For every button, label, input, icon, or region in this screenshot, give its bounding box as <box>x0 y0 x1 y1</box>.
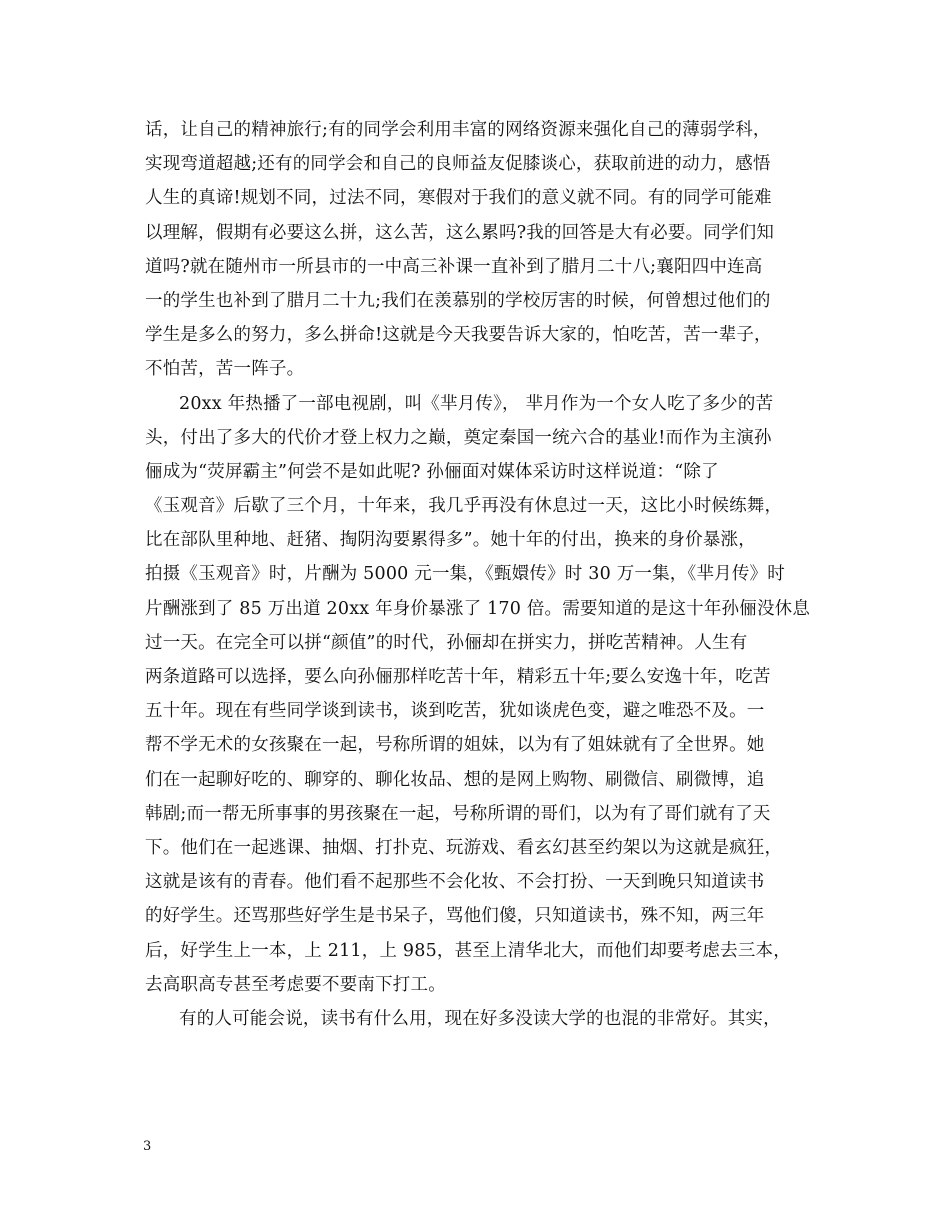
text-line: 人生的真谛!规划不同，过法不同，寒假对于我们的意义就不同。有的同学可能难 <box>145 188 772 209</box>
text-line: 去高职高专甚至考虑要不要南下打工。 <box>145 974 446 995</box>
text-line: 片酬涨到了 85 万出道 20xx 年身价暴涨了 170 倍。需要知道的是这十年孙俪没休息 <box>145 598 811 619</box>
text-line: 韩剧;而一帮无所事事的男孩聚在一起，号称所谓的哥们，以为有了哥们就有了天 <box>145 803 771 824</box>
text-line: 道吗?就在随州市一所县市的一中高三补课一直补到了腊月二十八;襄阳四中连高 <box>145 256 763 277</box>
text-line: 这就是该有的青春。他们看不起那些不会化妆、不会打扮、一天到晚只知道读书 <box>145 872 765 893</box>
text-line: 不怕苦，苦一阵子。 <box>145 359 305 380</box>
text-line: 后，好学生上一本，上 211，上 985，甚至上清华北大，而他们却要考虑去三本， <box>145 940 791 961</box>
text-line: 两条道路可以选择，要么向孙俪那样吃苦十年，精彩五十年;要么安逸十年，吃苦 <box>145 667 771 687</box>
text-line: 比在部队里种地、赶猪、掏阴沟要累得多”。她十年的付出，换来的身价暴涨， <box>145 530 756 551</box>
text-line: 一的学生也补到了腊月二十九;我们在羡慕别的学校厉害的时候，何曾想过他们的 <box>145 290 771 311</box>
paragraph <box>145 1002 825 1036</box>
text-line: 拍摄《玉观音》时，片酬为 5000 元一集，《甄嬛传》时 30 万一集，《芈月传》时 <box>145 564 785 585</box>
text-line: 以理解，假期有必要这么拼，这么苦，这么累吗?我的回答是大有必要。同学们知 <box>145 222 775 243</box>
text-line: 五十年。现在有些同学谈到读书，谈到吃苦，犹如谈虎色变，避之唯恐不及。一 <box>145 701 765 722</box>
text-line: 实现弯道超越;还有的同学会和自己的良师益友促膝谈心，获取前进的动力，感悟 <box>145 154 771 175</box>
text-line: 学生是多么的努力，多么拼命!这就是今天我要告诉大家的，怕吃苦，苦一辈子， <box>145 325 772 346</box>
text-line: 话，让自己的精神旅行;有的同学会利用丰富的网络资源来强化自己的薄弱学科， <box>145 120 771 140</box>
text-line: 过一天。在完全可以拼“颜值”的时代，孙俪却在拼实力，拼吃苦精神。人生有 <box>145 632 748 653</box>
text-line: 帮不学无术的女孩聚在一起，号称所谓的姐妹，以为有了姐妹就有了全世界。她 <box>145 735 765 756</box>
text-line: 们在一起聊好吃的、聊穿的、聊化妆品、想的是网上购物、刷微信、刷微博，追 <box>145 769 765 790</box>
text-line: 《玉观音》后歇了三个月，十年来，我几乎再没有休息过一天，这比小时候练舞， <box>145 496 783 517</box>
paragraph <box>145 387 825 1002</box>
text-line: 的好学生。还骂那些好学生是书呆子，骂他们傻，只知道读书，殊不知，两三年 <box>145 906 765 927</box>
text-line: 头，付出了多大的代价才登上权力之巅，奠定秦国一统六合的基业!而作为主演孙 <box>145 427 772 448</box>
paragraph <box>145 113 825 387</box>
page-number: 3 <box>143 1139 152 1154</box>
text-line: 俪成为“荧屏霸主”何尝不是如此呢? 孙俪面对媒体采访时这样说道：“除了 <box>145 461 719 482</box>
body-text <box>145 113 825 1036</box>
text-line: 有的人可能会说，读书有什么用，现在好多没读大学的也混的非常好。其实， <box>179 1008 781 1029</box>
text-line: 20xx 年热播了一部电视剧，叫《芈月传》， 芈月作为一个女人吃了多少的苦 <box>179 393 774 414</box>
text-line: 下。他们在一起逃课、抽烟、打扑克、玩游戏、看玄幻甚至约架以为这就是疯狂， <box>145 837 783 858</box>
